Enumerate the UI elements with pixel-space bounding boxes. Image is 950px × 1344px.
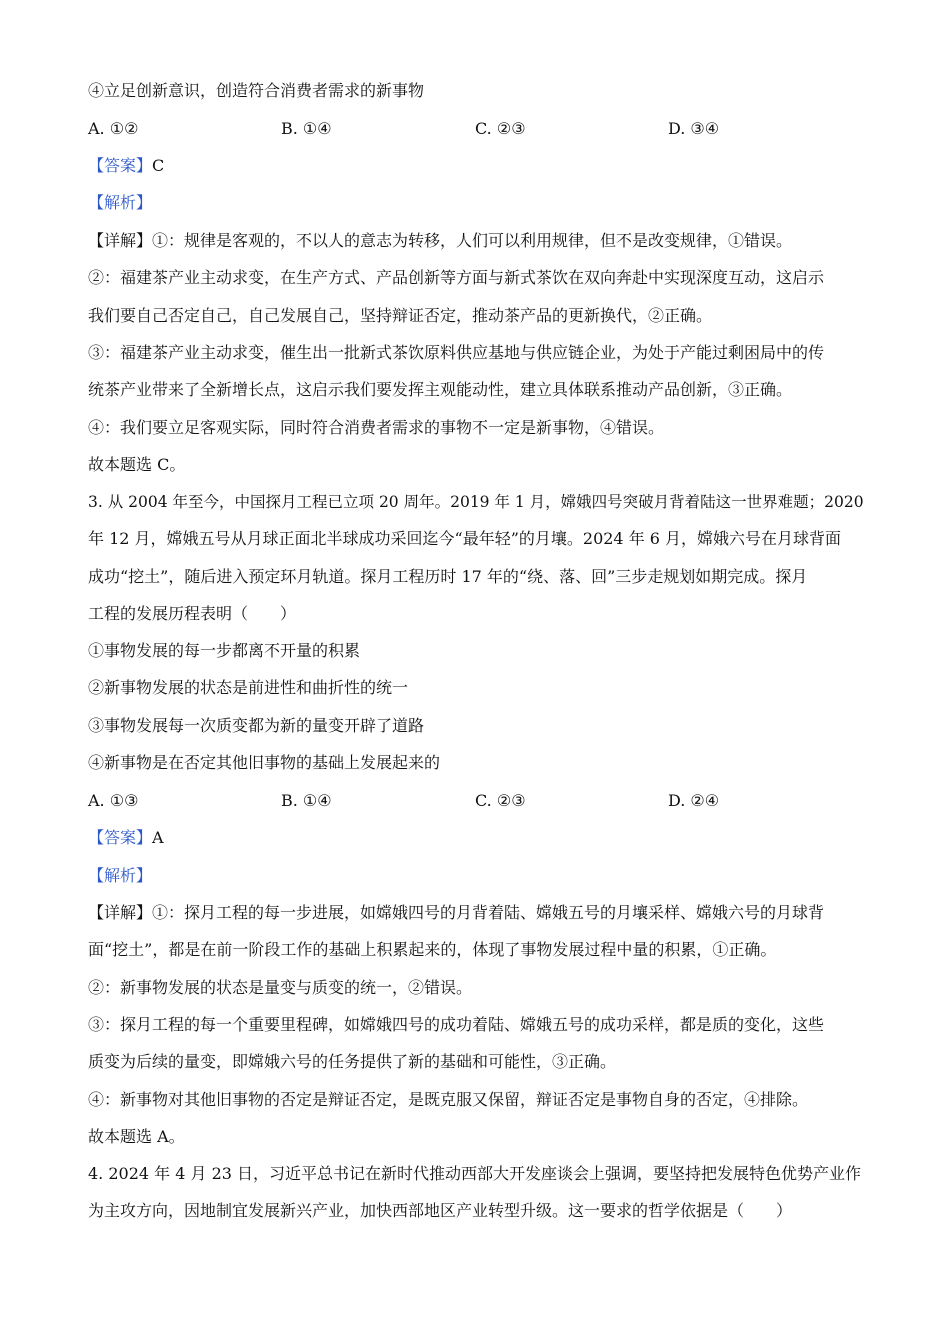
option-b: B. ①④: [281, 119, 332, 138]
question-3-text: 年 12 月，嫦娥五号从月球正面北半球成功采回迄今“最年轻”的月壤。2024 年 6 月，嫦娥六号在月球背面: [88, 529, 842, 548]
option-a: A. ①②: [88, 119, 139, 138]
paragraph-line: ④：我们要立足客观实际，同时符合消费者需求的事物不一定是新事物，④错误。: [88, 418, 665, 437]
paragraph-line: ③：探月工程的每一个重要里程碑，如嫦娥四号的成功着陆、嫦娥五号的成功采样，都是质的变化，这些: [88, 1015, 825, 1034]
question-3-text: 成功“挖土”，随后进入预定环月轨道。探月工程历时 17 年的“绕、落、回”三步走规划如期完成。探月: [88, 567, 808, 586]
paragraph-line: 统茶产业带来了全新增长点，这启示我们要发挥主观能动性，建立具体联系推动产品创新，③正确。: [88, 380, 793, 399]
detail-label: 【详解】: [88, 231, 153, 250]
option-a: A. ①③: [88, 791, 139, 810]
paragraph-line: ④：新事物对其他旧事物的否定是辩证否定，是既克服又保留，辩证否定是事物自身的否定，④排除。: [88, 1090, 809, 1109]
option-d: D. ②④: [668, 791, 720, 810]
paragraph-line: ②：福建茶产业主动求变，在生产方式、产品创新等方面与新式茶饮在双向奔赴中实现深度互动，这启示: [88, 268, 825, 287]
answer-value: A: [152, 828, 164, 847]
statement-3: ③事物发展每一次质变都为新的量变开辟了道路: [88, 716, 425, 735]
answer-label: 【答案】: [88, 156, 153, 175]
analysis-label: 【解析】: [88, 193, 153, 212]
question-4-text: 4. 2024 年 4 月 23 日，习近平总书记在新时代推动西部大开发座谈会上强调，要坚持把发展特色优势产业作: [88, 1164, 862, 1183]
paragraph-line: 质变为后续的量变，即嫦娥六号的任务提供了新的基础和可能性，③正确。: [88, 1052, 617, 1071]
paragraph-line: 面“挖土”，都是在前一阶段工作的基础上积累起来的，体现了事物发展过程中量的积累，①正确。: [88, 940, 777, 959]
statement-4: ④新事物是在否定其他旧事物的基础上发展起来的: [88, 753, 441, 772]
paragraph-line: 我们要自己否定自己，自己发展自己，坚持辩证否定，推动茶产品的更新换代，②正确。: [88, 306, 713, 325]
paragraph-line: ②：新事物发展的状态是量变与质变的统一，②错误。: [88, 978, 473, 997]
option-b: B. ①④: [281, 791, 332, 810]
answer-row: [88, 827, 164, 849]
detail-row: [88, 902, 824, 924]
question-4-text: 为主攻方向，因地制宜发展新兴产业，加快西部地区产业转型升级。这一要求的哲学依据是（ ）: [88, 1201, 793, 1220]
question-3-text: 工程的发展历程表明（ ）: [88, 604, 297, 623]
question-3-text: 3. 从 2004 年至今，中国探月工程已立项 20 周年。2019 年 1 月，嫦娥四号突破月背着陆这一世界难题；2020: [88, 493, 864, 511]
answer-value: C: [152, 156, 165, 175]
detail-text: ①：规律是客观的，不以人的意志为转移，人们可以利用规律，但不是改变规律，①错误。: [152, 231, 793, 250]
option-statement-4: ④立足创新意识，创造符合消费者需求的新事物: [88, 81, 425, 100]
answer-row: [88, 155, 164, 177]
conclusion-line: 故本题选 C。: [88, 455, 186, 474]
statement-1: ①事物发展的每一步都离不开量的积累: [88, 641, 361, 660]
option-d: D. ③④: [668, 119, 720, 138]
detail-text: ①：探月工程的每一步进展，如嫦娥四号的月背着陆、嫦娥五号的月壤采样、嫦娥六号的月球背: [152, 903, 825, 922]
conclusion-line: 故本题选 A。: [88, 1127, 185, 1146]
detail-label: 【详解】: [88, 903, 153, 922]
option-c: C. ②③: [475, 791, 526, 810]
analysis-label: 【解析】: [88, 866, 153, 885]
option-c: C. ②③: [475, 119, 526, 138]
detail-row: [88, 230, 792, 252]
answer-label: 【答案】: [88, 828, 153, 847]
statement-2: ②新事物发展的状态是前进性和曲折性的统一: [88, 678, 409, 697]
paragraph-line: ③：福建茶产业主动求变，催生出一批新式茶饮原料供应基地与供应链企业，为处于产能过剩困局中的传: [88, 343, 825, 362]
